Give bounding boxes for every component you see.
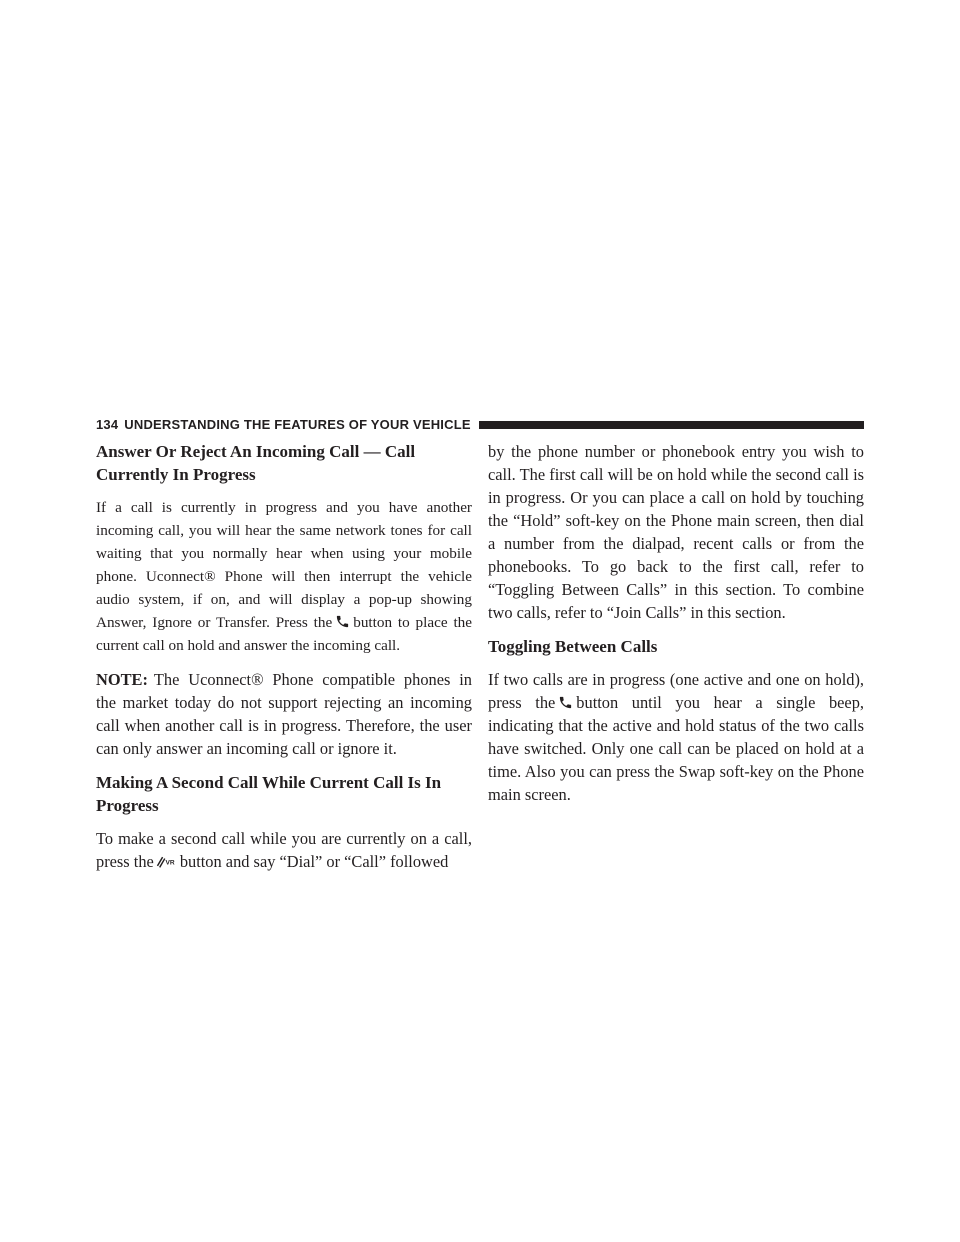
paragraph-second-call bbox=[96, 827, 472, 873]
svg-text:VR: VR bbox=[165, 859, 175, 867]
section-title: UNDERSTANDING THE FEATURES OF YOUR VEHICLE bbox=[124, 417, 471, 432]
paragraph-second-call-continued: by the phone number or phonebook entry you wish to call. The first call will be on hold while the second call is in progress. Or you can place a call on hold by touching the “Hold” soft-key on the Phone main screen, then dial a number from the dialpad, recent calls or from the phonebooks. To go back to the first call, refer to “Toggling Between Calls” in this section. To combine two calls, refer to “Join Calls” in this section. bbox=[488, 442, 864, 622]
heading-second-call: Making A Second Call While Current Call Is In Progress bbox=[96, 773, 442, 815]
phone-icon bbox=[334, 614, 351, 629]
paragraph-call-waiting-text-a: If a call is currently in progress and you have another incoming call, you will hear the same network tones for call waiting that you normally hear when using your mobile phone. Uconnect® Phone will then interrupt the vehicle audio system, if on, and will display a pop-up showing Answer, Ignore or Transfer. Press the bbox=[96, 499, 472, 631]
page-header bbox=[96, 418, 864, 432]
paragraph-call-waiting-text-b: button to place the current call on hold and answer the incoming call. bbox=[96, 614, 473, 654]
paragraph-toggling bbox=[488, 668, 864, 806]
paragraph-toggling-text-a: If two calls are in progress (one active and one on hold), press the bbox=[488, 670, 864, 712]
heading-answer-reject: Answer Or Reject An Incoming Call — Call Currently In Progress bbox=[96, 442, 416, 484]
note-label: NOTE: bbox=[96, 670, 148, 689]
paragraph-second-call-text-a: To make a second call while you are currently on a call, press the bbox=[96, 829, 472, 871]
paragraph-call-waiting bbox=[96, 496, 472, 657]
note-paragraph bbox=[96, 668, 472, 760]
heading-toggling: Toggling Between Calls bbox=[488, 637, 658, 656]
page-number: 134 bbox=[96, 417, 119, 432]
phone-icon bbox=[557, 695, 574, 710]
header-rule bbox=[464, 421, 864, 429]
header-text bbox=[96, 417, 479, 433]
voice-command-icon bbox=[156, 854, 178, 869]
paragraph-toggling-text-b: button until you hear a single beep, indicating that the active and hold status of the two calls have switched. Only one call can be placed on hold at a time. Also you can press the Swap soft-key on the Phone main screen. bbox=[488, 693, 864, 804]
paragraph-second-call-text-b: button and say “Dial” or “Call” followed bbox=[179, 852, 449, 871]
left-column bbox=[96, 440, 472, 884]
note-text: The Uconnect® Phone compatible phones in the market today do not support rejecting an incoming call when another call is in progress. Therefore, the user can only answer an incoming call or ignore it. bbox=[96, 670, 472, 758]
right-column bbox=[488, 440, 864, 817]
